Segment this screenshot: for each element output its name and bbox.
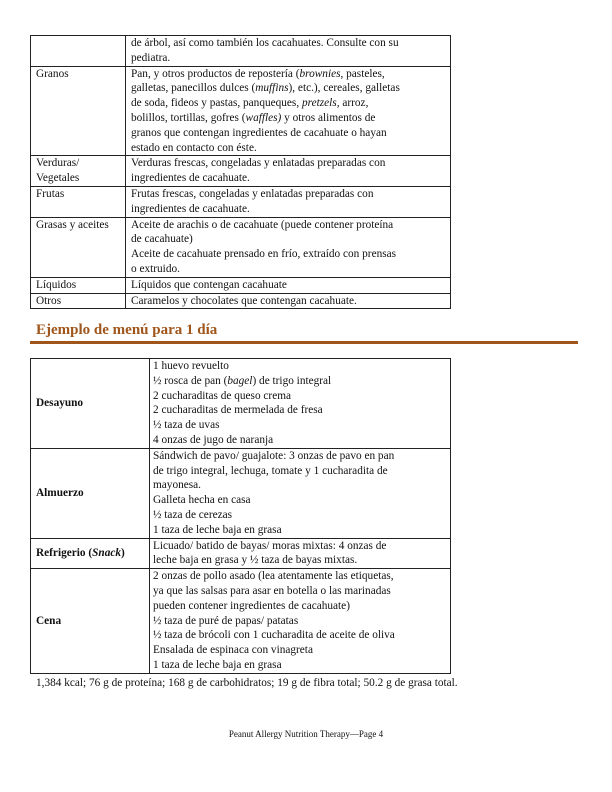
menu-item: 1 taza de leche baja en grasa	[153, 658, 282, 671]
text-line: ingredientes de cacahuate.	[131, 172, 250, 185]
description-cell	[126, 186, 451, 217]
category-cell: Otros	[31, 293, 126, 309]
description-cell	[126, 66, 451, 156]
category-cell: Verduras/ Vegetales	[31, 156, 126, 187]
menu-item: Galleta hecha en casa	[153, 494, 251, 507]
text-line: Líquidos que contengan cacahuate	[131, 278, 287, 291]
menu-item: 2 cucharaditas de queso crema	[153, 389, 292, 402]
menu-item: leche baja en grasa y ½ taza de bayas mixtas.	[153, 554, 358, 567]
section-heading: Ejemplo de menú para 1 día	[36, 322, 218, 338]
text-line: ingredientes de cacahuate.	[131, 202, 250, 215]
text-line: de árbol, así como también los cacahuates. Consulte con su	[131, 37, 399, 49]
menu-row-almuerzo	[31, 448, 451, 538]
food-category-table	[30, 35, 451, 309]
category-cell: Grasas y aceites	[31, 217, 126, 277]
text-line: Verduras frescas, congeladas y enlatadas preparadas con	[131, 157, 386, 170]
meal-items	[150, 359, 451, 449]
menu-item: 1 huevo revuelto	[153, 360, 229, 372]
meal-label: Desayuno	[31, 359, 150, 449]
menu-item: Licuado/ batido de bayas/ moras mixtas: 4 onzas de	[153, 539, 387, 552]
menu-item: ½ taza de cerezas	[153, 508, 233, 521]
text-line: Aceite de arachis o de cacahuate (puede contener proteína	[131, 218, 394, 231]
menu-item: ½ rosca de pan (bagel) de trigo integral	[153, 374, 332, 387]
menu-item: 1 taza de leche baja en grasa	[153, 523, 282, 536]
meal-items	[150, 538, 451, 569]
table-row-frutas	[31, 186, 451, 217]
menu-row-desayuno	[31, 359, 451, 449]
category-cell: Líquidos	[31, 277, 126, 293]
meal-label: Cena	[31, 569, 150, 674]
description-cell	[126, 217, 451, 277]
menu-item: ½ taza de uvas	[153, 419, 220, 432]
menu-item: 4 onzas de jugo de naranja	[153, 433, 274, 446]
category-cell: Frutas	[31, 186, 126, 217]
text-line: pediatra.	[131, 51, 171, 64]
meal-label: Almuerzo	[31, 448, 150, 538]
page-footer: Peanut Allergy Nutrition Therapy—Page 4	[228, 729, 384, 739]
text-line: galletas, panecillos dulces (muffins), etc.), cereales, galletas	[131, 82, 400, 95]
text-line: Frutas frescas, congeladas y enlatadas preparadas con	[131, 187, 374, 200]
menu-item: Sándwich de pavo/ guajalote: 3 onzas de pavo en pan	[153, 449, 395, 462]
menu-row-cena	[31, 569, 451, 674]
menu-item: de trigo integral, lechuga, tomate y 1 cucharadita de	[153, 464, 388, 477]
text-line: de cacahuate)	[131, 233, 193, 246]
menu-item: 2 onzas de pollo asado (lea atentamente las etiquetas,	[153, 570, 394, 583]
description-cell	[126, 156, 451, 187]
menu-item: pueden contener ingredientes de cacahuate)	[153, 599, 350, 612]
description-cell	[126, 277, 451, 293]
menu-item: ½ taza de puré de papas/ patatas	[153, 614, 299, 627]
description-cell	[126, 293, 451, 309]
text-line: Pan, y otros productos de repostería (brownies, pasteles,	[131, 67, 385, 80]
meal-items	[150, 448, 451, 538]
menu-item: 2 cucharaditas de mermelada de fresa	[153, 404, 323, 417]
menu-item: mayonesa.	[153, 479, 201, 492]
menu-row-refrigerio	[31, 538, 451, 569]
meal-label: Refrigerio (Snack)	[31, 538, 150, 569]
nutrition-totals: 1,384 kcal; 76 g de proteína; 168 g de carbohidratos; 19 g de fibra total; 50.2 g de grasa total.	[36, 677, 458, 689]
description-cell	[126, 36, 451, 67]
text-line: Caramelos y chocolates que contengan cacahuate.	[131, 294, 357, 307]
menu-item: ya que las salsas para asar en botella o las marinadas	[153, 584, 391, 597]
text-line: o extruido.	[131, 262, 180, 275]
text-line: granos que contengan ingredientes de cacahuate o hayan	[131, 126, 387, 139]
table-row-continuation	[31, 36, 451, 67]
text-line: Aceite de cacahuate prensado en frío, extraído con prensas	[131, 248, 397, 261]
table-row-verduras	[31, 156, 451, 187]
text-line: estado en contacto con éste.	[131, 141, 257, 154]
category-cell-empty	[31, 36, 126, 67]
text-line: de soda, fideos y pastas, panqueques, pretzels, arroz,	[131, 97, 369, 110]
menu-item: ½ taza de brócoli con 1 cucharadita de aceite de oliva	[153, 629, 395, 642]
meal-items	[150, 569, 451, 674]
table-row-otros	[31, 293, 451, 309]
sample-menu-table	[30, 358, 451, 674]
table-row-granos	[31, 66, 451, 156]
menu-item: Ensalada de espinaca con vinagreta	[153, 644, 313, 657]
table-row-grasas	[31, 217, 451, 277]
category-cell: Granos	[31, 66, 126, 156]
table-row-liquidos	[31, 277, 451, 293]
heading-rule	[30, 341, 578, 344]
text-line: bolillos, tortillas, gofres (waffles) y otros alimentos de	[131, 111, 376, 124]
